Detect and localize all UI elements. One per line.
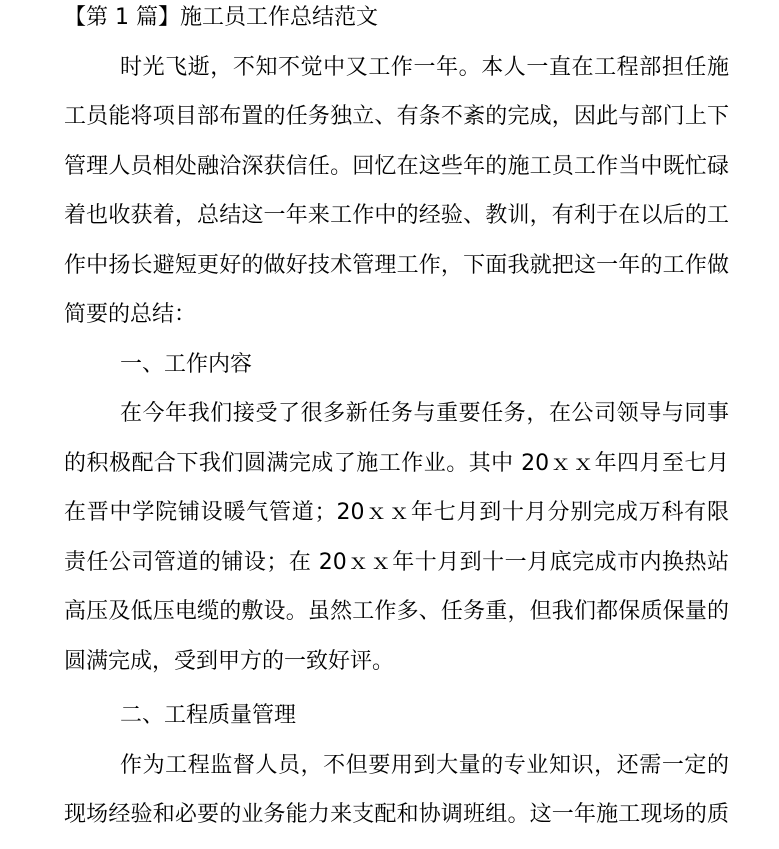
paragraph-line: 作中扬长避短更好的做好技术管理工作，下面我就把这一年的工作做 bbox=[64, 253, 729, 278]
paragraph-line: 工员能将项目部布置的任务独立、有条不紊的完成，因此与部门上下 bbox=[64, 104, 729, 129]
section-heading: 二、工程质量管理 bbox=[120, 703, 297, 728]
paragraph-line: 圆满完成，受到甲方的一致好评。 bbox=[64, 649, 395, 674]
paragraph-line: 时光飞逝，不知不觉中又工作一年。本人一直在工程部担任施 bbox=[120, 55, 729, 80]
paragraph-line: 着也收获着，总结这一年来工作中的经验、教训，有利于在以后的工 bbox=[64, 203, 729, 228]
paragraph-line: 的积极配合下我们圆满完成了施工作业。其中 20ｘｘ年四月至七月 bbox=[64, 451, 729, 476]
paragraph-line: 高压及低压电缆的敷设。虽然工作多、任务重，但我们都保质保量的 bbox=[64, 599, 729, 624]
paragraph-line: 责任公司管道的铺设；在 20ｘｘ年十月到十一月底完成市内换热站 bbox=[64, 550, 729, 575]
paragraph-line: 管理人员相处融洽深获信任。回忆在这些年的施工员工作当中既忙碌 bbox=[64, 154, 729, 179]
paragraph-line: 作为工程监督人员，不但要用到大量的专业知识，还需一定的 bbox=[120, 753, 729, 778]
document-title: 【第 1 篇】施工员工作总结范文 bbox=[64, 5, 378, 30]
paragraph-line: 在晋中学院铺设暖气管道；20ｘｘ年七月到十月分别完成万科有限 bbox=[64, 500, 729, 525]
paragraph-line: 现场经验和必要的业务能力来支配和协调班组。这一年施工现场的质 bbox=[64, 802, 729, 827]
paragraph-line: 在今年我们接受了很多新任务与重要任务，在公司领导与同事 bbox=[120, 401, 729, 426]
section-heading: 一、工作内容 bbox=[120, 352, 253, 377]
paragraph-line: 简要的总结： bbox=[64, 302, 197, 327]
